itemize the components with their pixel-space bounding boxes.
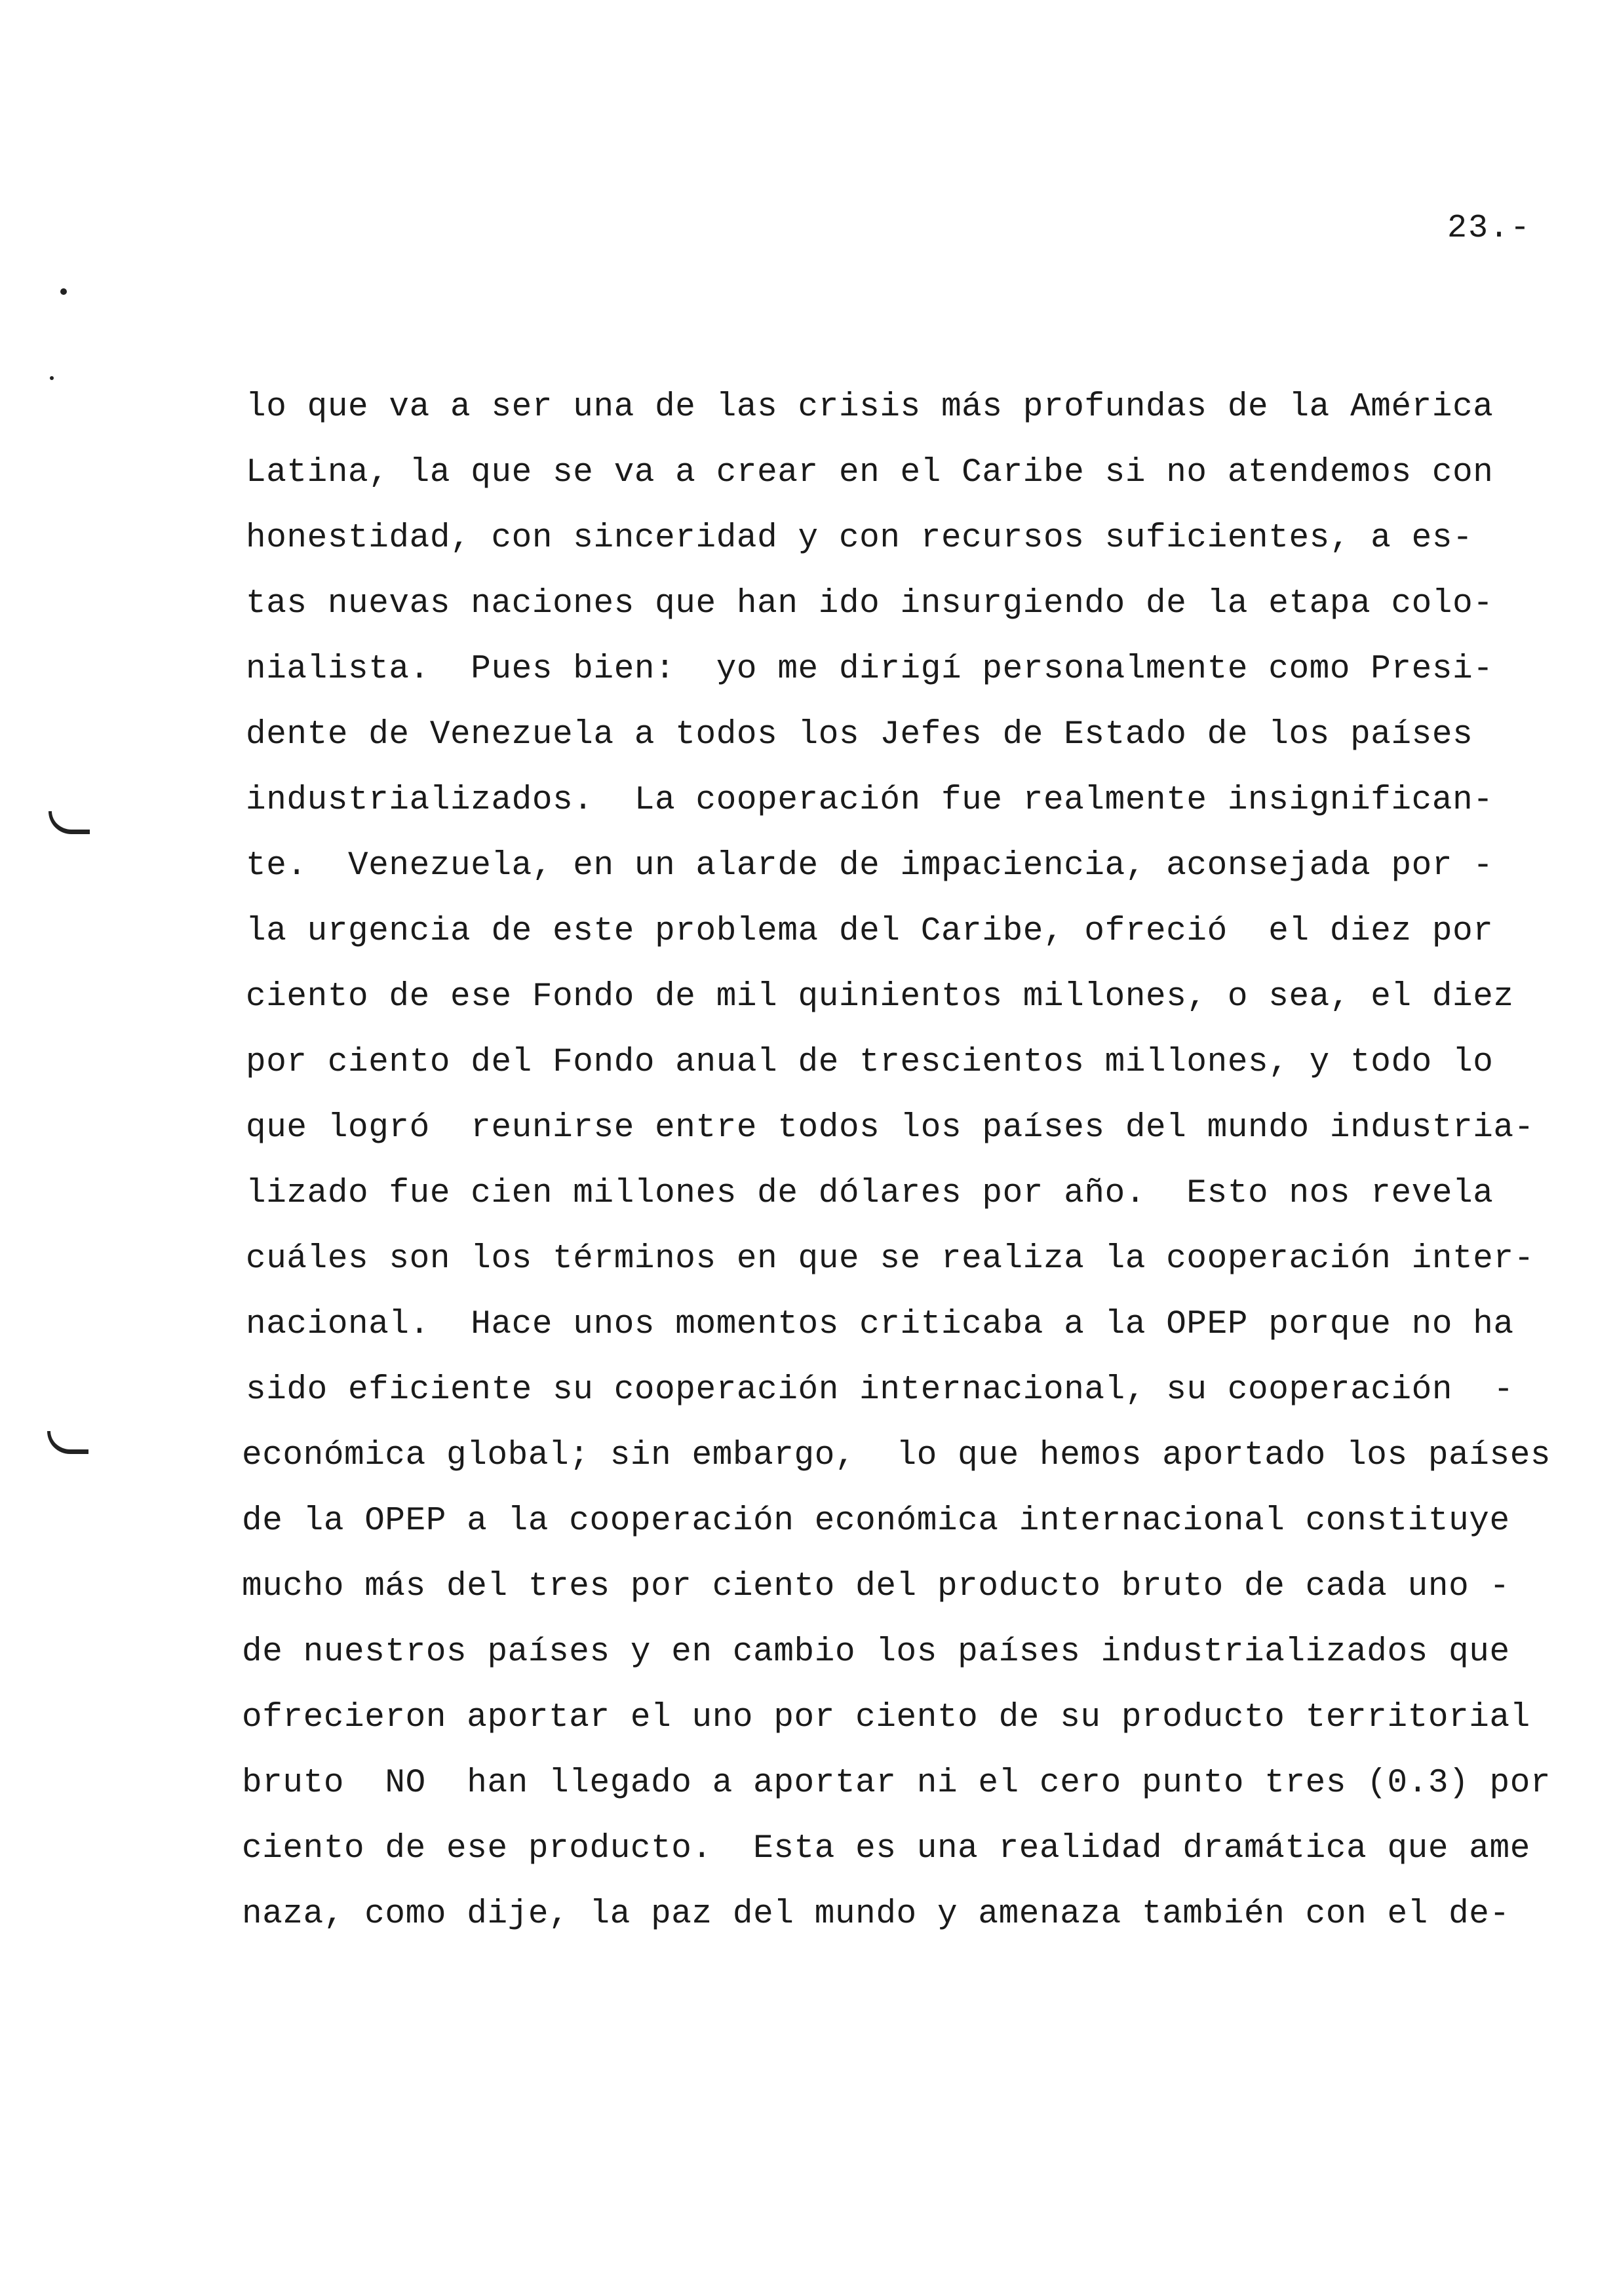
text-line: que logró reunirse entre todos los países del mundo industria-: [246, 1109, 1534, 1147]
text-line: ciento de ese producto. Esta es una realidad dramática que ame: [242, 1830, 1530, 1867]
margin-dot: [50, 376, 54, 380]
text-line: lo que va a ser una de las crisis más profundas de la América: [246, 389, 1494, 426]
text-line: nacional. Hace unos momentos criticaba a la OPEP porque no ha: [246, 1306, 1514, 1343]
binder-mark: [47, 1431, 88, 1454]
text-line: Latina, la que se va a crear en el Caribe si no atendemos con: [246, 454, 1494, 491]
text-line: ciento de ese Fondo de mil quinientos millones, o sea, el diez: [246, 978, 1514, 1016]
text-line: bruto NO han llegado a aportar ni el cero punto tres (0.3) por: [242, 1765, 1551, 1802]
text-line: por ciento del Fondo anual de trescientos millones, y todo lo: [246, 1044, 1494, 1081]
text-line: honestidad, con sinceridad y con recursos suficientes, a es-: [246, 520, 1473, 557]
binder-mark: [49, 811, 90, 834]
text-line: de nuestros países y en cambio los países industrializados que: [242, 1634, 1510, 1671]
text-line: la urgencia de este problema del Caribe, ofreció el diez por: [246, 913, 1494, 950]
margin-dot: [60, 288, 67, 295]
text-line: económica global; sin embargo, lo que hemos aportado los países: [242, 1437, 1551, 1474]
text-line: sido eficiente su cooperación internacional, su cooperación -: [246, 1371, 1514, 1409]
text-line: cuáles son los términos en que se realiza la cooperación inter-: [246, 1240, 1534, 1278]
text-line: te. Venezuela, en un alarde de impaciencia, aconsejada por -: [246, 847, 1494, 885]
text-line: ofrecieron aportar el uno por ciento de su producto territorial: [242, 1699, 1530, 1736]
body-text: [242, 375, 1551, 1947]
text-line: mucho más del tres por ciento del producto bruto de cada uno -: [242, 1568, 1510, 1605]
text-line: naza, como dije, la paz del mundo y amenaza también con el de-: [242, 1896, 1510, 1933]
text-line: dente de Venezuela a todos los Jefes de Estado de los países: [246, 716, 1473, 754]
text-line: lizado fue cien millones de dólares por año. Esto nos revela: [246, 1175, 1494, 1212]
page-number: 23.-: [1447, 210, 1532, 247]
text-line: de la OPEP a la cooperación económica internacional constituye: [242, 1502, 1510, 1540]
text-line: tas nuevas naciones que han ido insurgiendo de la etapa colo-: [246, 585, 1494, 622]
text-line: industrializados. La cooperación fue realmente insignifican-: [246, 782, 1494, 819]
text-line: nialista. Pues bien: yo me dirigí personalmente como Presi-: [246, 651, 1494, 688]
